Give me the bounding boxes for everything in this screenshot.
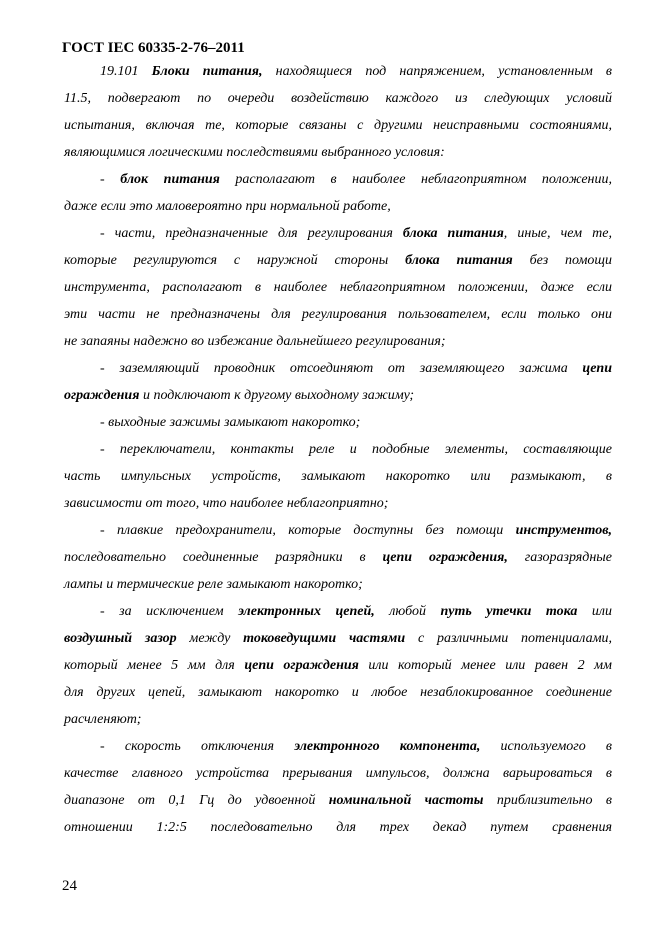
text-line [64, 252, 612, 270]
text-line [64, 792, 612, 810]
text-run: приблизительно в [483, 793, 613, 808]
text-run: без помощи [512, 253, 612, 268]
text-run: или который менее или равен 2 мм [358, 658, 612, 673]
text-line [64, 333, 612, 351]
bold-term: путь утечки тока [440, 604, 578, 619]
text-run: качестве главного устройства прерывания импульсов, должна варьироваться в [64, 766, 612, 781]
text-run: , иные, чем те, [503, 226, 612, 241]
text-line [64, 819, 612, 837]
text-run: - [100, 172, 121, 187]
text-line [64, 549, 612, 567]
text-line [100, 441, 612, 459]
text-line [64, 468, 612, 486]
text-line [100, 225, 612, 243]
bold-term: токоведущими частями [243, 631, 406, 646]
text-run: для других цепей, замыкают накоротко и любое незаблокированное соединение [64, 685, 612, 700]
text-run: которые регулируются с наружной стороны [64, 253, 406, 268]
text-line [64, 117, 612, 135]
text-run: зависимости от того, что наиболее неблагоприятно; [64, 496, 389, 511]
text-line [64, 279, 612, 297]
text-line [64, 144, 612, 162]
text-run: с различными потенциалами, [405, 631, 613, 646]
text-run: любой [374, 604, 441, 619]
text-line [64, 495, 612, 513]
text-line [64, 306, 612, 324]
text-run: между [176, 631, 244, 646]
text-run: и подключают к другому выходному зажиму; [139, 388, 414, 403]
text-run: или [577, 604, 612, 619]
bold-term: Блоки питания, [151, 64, 263, 79]
text-run: - выходные зажимы замыкают накоротко; [100, 415, 361, 430]
text-run: располагают в наиболее неблагоприятном положении, [219, 172, 612, 187]
document-header: ГОСТ IEC 60335-2-76–2011 [62, 40, 245, 56]
text-run: испытания, включая те, которые связаны с другими неисправными состояниями, [64, 118, 612, 133]
text-line [64, 657, 612, 675]
text-run: 19.101 [100, 64, 152, 79]
text-line [64, 711, 612, 729]
text-run: расчленяют; [64, 712, 142, 727]
bold-term: номинальной частоты [328, 793, 484, 808]
bold-term: цепи ограждения [244, 658, 359, 673]
text-line [64, 765, 612, 783]
text-line [100, 522, 612, 540]
text-run: последовательно соединенные разрядники в [64, 550, 383, 565]
bold-term: блока питания [402, 226, 504, 241]
text-run: газоразрядные [507, 550, 612, 565]
text-run: - плавкие предохранители, которые доступны без помощи [100, 523, 516, 538]
text-run: эти части не предназначены для регулирования пользователем, если только они [64, 307, 612, 322]
bold-term: блок питания [120, 172, 220, 187]
text-run: являющимися логическими последствиями выбранного условия: [64, 145, 445, 160]
text-line [100, 171, 612, 189]
text-run: лампы и термические реле замыкают накоротко; [64, 577, 363, 592]
bold-term: цепи ограждения, [382, 550, 508, 565]
text-line [64, 90, 612, 108]
text-run: не запаяны надежно во избежание дальнейшего регулирования; [64, 334, 446, 349]
text-line [100, 738, 612, 756]
bold-term: цепи [582, 361, 612, 376]
bold-term: электронных цепей, [238, 604, 375, 619]
page-number: 24 [62, 878, 77, 894]
bold-term: ограждения [64, 388, 140, 403]
text-run: - переключатели, контакты реле и подобные элементы, составляющие [100, 442, 612, 457]
text-run: - за исключением [100, 604, 239, 619]
text-line [100, 63, 612, 81]
text-run: 11.5, подвергают по очереди воздействию каждого из следующих условий [64, 91, 612, 106]
text-run: диапазоне от 0,1 Гц до удвоенной [64, 793, 329, 808]
text-line [100, 360, 612, 378]
text-line [64, 576, 612, 594]
text-line [64, 387, 612, 405]
bold-term: электронного компонента, [294, 739, 481, 754]
text-line [64, 684, 612, 702]
text-run: - скорость отключения [100, 739, 295, 754]
bold-term: воздушный зазор [64, 631, 177, 646]
text-line [64, 198, 612, 216]
text-run: - заземляющий проводник отсоединяют от заземляющего зажима [100, 361, 583, 376]
bold-term: блока питания [405, 253, 513, 268]
text-line [100, 603, 612, 621]
text-line [64, 630, 612, 648]
text-run: который менее 5 мм для [64, 658, 245, 673]
text-run: инструмента, располагают в наиболее неблагоприятном положении, даже если [64, 280, 612, 295]
text-line [100, 414, 612, 432]
text-run: - части, предназначенные для регулирования [100, 226, 403, 241]
text-run: находящиеся под напряжением, установленным в [262, 64, 613, 79]
text-run: часть импульсных устройств, замыкают накоротко или размыкают, в [64, 469, 612, 484]
text-run: даже если это маловероятно при нормальной работе, [64, 199, 391, 214]
text-run: используемого в [480, 739, 612, 754]
bold-term: инструментов, [515, 523, 612, 538]
text-run: отношении 1:2:5 последовательно для трех декад путем сравнения [64, 820, 612, 835]
